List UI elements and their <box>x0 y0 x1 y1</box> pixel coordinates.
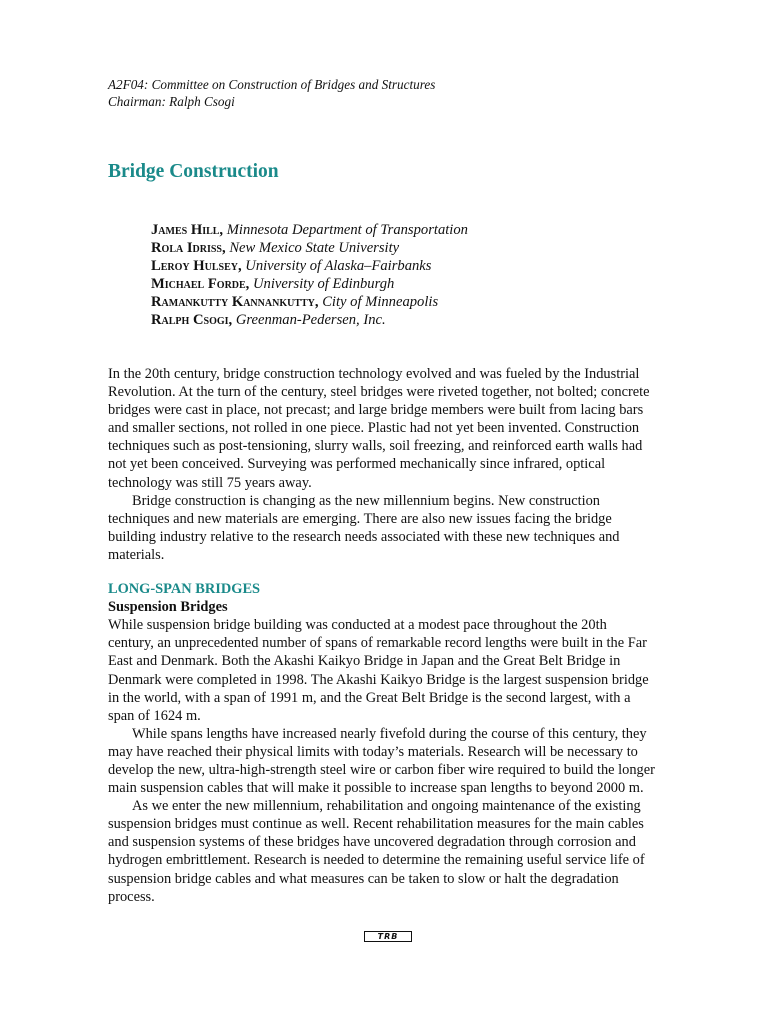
author-list <box>151 221 468 330</box>
section-paragraph: While spans lengths have increased nearly fivefold during the course of this century, they may have reached their physical limits with today’s materials. Research will be necessary to develop the new, ultra-high-strength steel wire or carbon fiber wire required to build the longer main suspension cables that will make it possible to increase span lengths to beyond 2000 m. <box>108 725 655 797</box>
body-text <box>108 365 656 906</box>
author-entry <box>151 311 468 329</box>
intro-paragraph: In the 20th century, bridge construction technology evolved and was fueled by the Industrial Revolution. At the turn of the century, steel bridges were riveted together, not bolted; concrete bridges were cast in place, not precast; and large bridge members were built from lacing bars and smaller sections, not rolled in one piece. Plastic had not yet been invented. Construction techniques such as post-tensioning, slurry walls, soil freezing, and reinforced earth walls had not yet been conceived. Surveying was performed mechanically since infrared, optical technology was still 75 years away. <box>108 366 650 491</box>
author-entry <box>151 239 468 257</box>
author-name: Ramankutty Kannankutty, <box>151 294 319 311</box>
author-entry <box>151 275 468 293</box>
trb-logo-text: TRB <box>377 931 399 941</box>
author-name: Michael Forde, <box>151 276 250 293</box>
section-heading: LONG-SPAN BRIDGES <box>108 581 261 598</box>
author-name: Leroy Hulsey, <box>151 258 242 275</box>
trb-logo <box>364 931 412 942</box>
section-paragraph: While suspension bridge building was conducted at a modest pace throughout the 20th century, an unprecedented number of spans of remarkable record lengths were built in the Far East and Denmark. Both the Akashi Kaikyo Bridge in Japan and the Great Belt Bridge in Denmark were completed in 1998. The Akashi Kaikyo Bridge is the largest suspension bridge in the world, with a span of 1991 m, and the Great Belt Bridge is the second largest, with a span of 1624 m. <box>108 617 649 724</box>
author-affiliation: University of Edinburgh <box>253 276 395 293</box>
section-paragraph: As we enter the new millennium, rehabilitation and ongoing maintenance of the existing suspension bridges must continue as well. Recent rehabilitation measures for the main cables and suspension systems of these bridges have uncovered degradation through corrosion and hydrogen embrittlement. Research is needed to determine the remaining useful service life of suspension bridge cables and what measures can be taken to slow or halt the degradation process. <box>108 798 645 905</box>
author-name: Ralph Csogi, <box>151 312 233 329</box>
author-entry <box>151 221 468 239</box>
author-name: James Hill, <box>151 222 224 238</box>
author-name: Rola Idriss, <box>151 240 226 257</box>
author-affiliation: City of Minneapolis <box>322 294 439 311</box>
page-title: Bridge Construction <box>108 161 279 182</box>
committee-line: A2F04: Committee on Construction of Bridges and Structures <box>108 77 436 92</box>
committee-header <box>108 76 435 110</box>
author-affiliation: University of Alaska–Fairbanks <box>245 258 432 275</box>
author-affiliation: New Mexico State University <box>229 240 400 257</box>
author-entry <box>151 257 468 275</box>
intro-paragraph: Bridge construction is changing as the new millennium begins. New construction techniques and new materials are emerging. There are also new issues facing the bridge building industry relative to the research needs associated with these new techniques and materials. <box>108 492 620 563</box>
subsection-heading: Suspension Bridges <box>108 599 228 616</box>
author-affiliation: Greenman-Pedersen, Inc. <box>235 312 386 329</box>
author-entry <box>151 293 468 311</box>
chairman-line: Chairman: Ralph Csogi <box>108 94 235 109</box>
author-affiliation: Minnesota Department of Transportation <box>226 222 468 238</box>
